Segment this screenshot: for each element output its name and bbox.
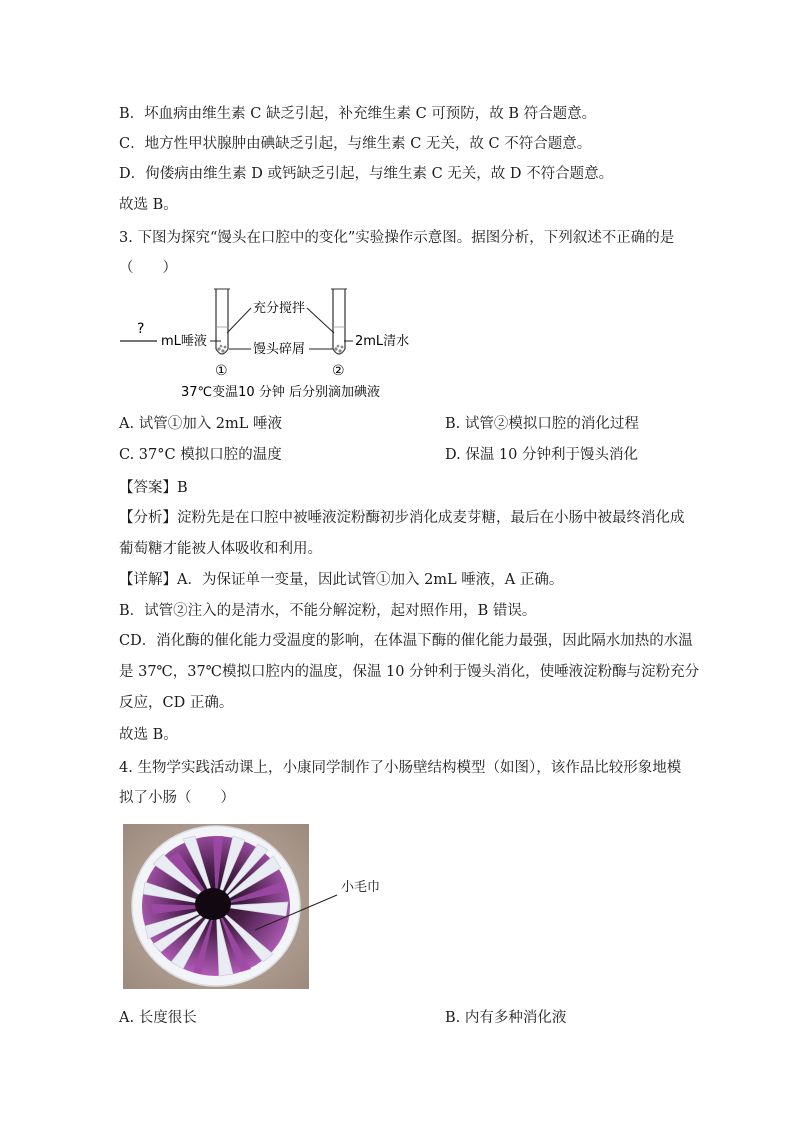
q3-option-d: D. 保温 10 分钟利于馒头消化 xyxy=(445,447,638,463)
option-b-explanation: B．坏血病由维生素 C 缺乏引起，补充维生素 C 可预防，故 B 符合题意。 xyxy=(119,106,597,122)
option-d-explanation: D．佝偻病由维生素 D 或钙缺乏引起，与维生素 C 无关，故 D 不符合题意。 xyxy=(119,166,614,182)
q4-option-b: B. 内有多种消化液 xyxy=(445,1010,567,1026)
experiment-diagram xyxy=(115,283,435,403)
detail-line-1: 【详解】A．为保证单一变量，因此试管①加入 2mL 唾液，A 正确。 xyxy=(119,572,564,588)
diagram-caption: 37℃变温10 分钟 后分别滴加碘液 xyxy=(181,385,380,400)
intestine-model-photo xyxy=(123,824,309,989)
q3-option-b: B. 试管②模拟口腔的消化过程 xyxy=(445,416,639,432)
detail-line-3: CD．消化酶的催化能力受温度的影响，在体温下酶的催化能力最强，因此隔水加热的水温 xyxy=(119,633,693,649)
intestine-model-image xyxy=(123,824,309,989)
question-3-stem: 3. 下图为探究“馒头在口腔中的变化”实验操作示意图。据图分析，下列叙述不正确的是 xyxy=(119,230,675,246)
tube-1-number: ① xyxy=(215,363,228,379)
analysis-line-2: 葡萄糖才能被人体吸收和利用。 xyxy=(119,541,322,557)
prev-conclusion: 故选 B。 xyxy=(119,197,178,213)
conclusion-line: 故选 B。 xyxy=(119,727,178,743)
option-c-explanation: C．地方性甲状腺肿由碘缺乏引起，与维生素 C 无关，故 C 不符合题意。 xyxy=(119,136,592,152)
question-mark: ? xyxy=(137,321,145,337)
question-4-stem-2: 拟了小肠（ ） xyxy=(119,790,235,806)
test-tube-2 xyxy=(331,289,347,354)
question-4-stem-1: 4. 生物学实践活动课上，小康同学制作了小肠壁结构模型（如图），该作品比较形象地模 xyxy=(119,760,682,776)
water-label: 2mL清水 xyxy=(355,334,410,349)
stir-pointer-2 xyxy=(307,308,334,333)
towel-label: 小毛巾 xyxy=(341,880,381,895)
q3-option-a: A. 试管①加入 2mL 唾液 xyxy=(119,416,283,432)
answer-line: 【答案】B xyxy=(119,480,188,496)
q4-option-a: A. 长度很长 xyxy=(119,1010,197,1026)
stir-label: 充分搅拌 xyxy=(253,301,306,316)
question-3-bracket: （ ） xyxy=(119,260,177,276)
crumbs-label: 馒头碎屑 xyxy=(253,342,306,357)
saliva-label: mL唾液 xyxy=(161,334,207,349)
test-tube-1 xyxy=(214,289,230,354)
detail-line-4: 是 37℃，37℃模拟口腔内的温度，保温 10 分钟利于馒头消化，使唾液淀粉酶与淀粉充分 xyxy=(119,664,700,680)
q3-option-c: C. 37°C 模拟口腔的温度 xyxy=(119,447,282,463)
diagram-svg xyxy=(115,283,435,403)
detail-line-5: 反应，CD 正确。 xyxy=(119,695,234,711)
stir-pointer-1 xyxy=(227,308,251,333)
tube-2-number: ② xyxy=(332,363,345,379)
detail-line-2: B．试管②注入的是清水，不能分解淀粉，起对照作用，B 错误。 xyxy=(119,603,537,619)
analysis-line-1: 【分析】淀粉先是在口腔中被唾液淀粉酶初步消化成麦芽糖，最后在小肠中被最终消化成 xyxy=(119,510,685,526)
